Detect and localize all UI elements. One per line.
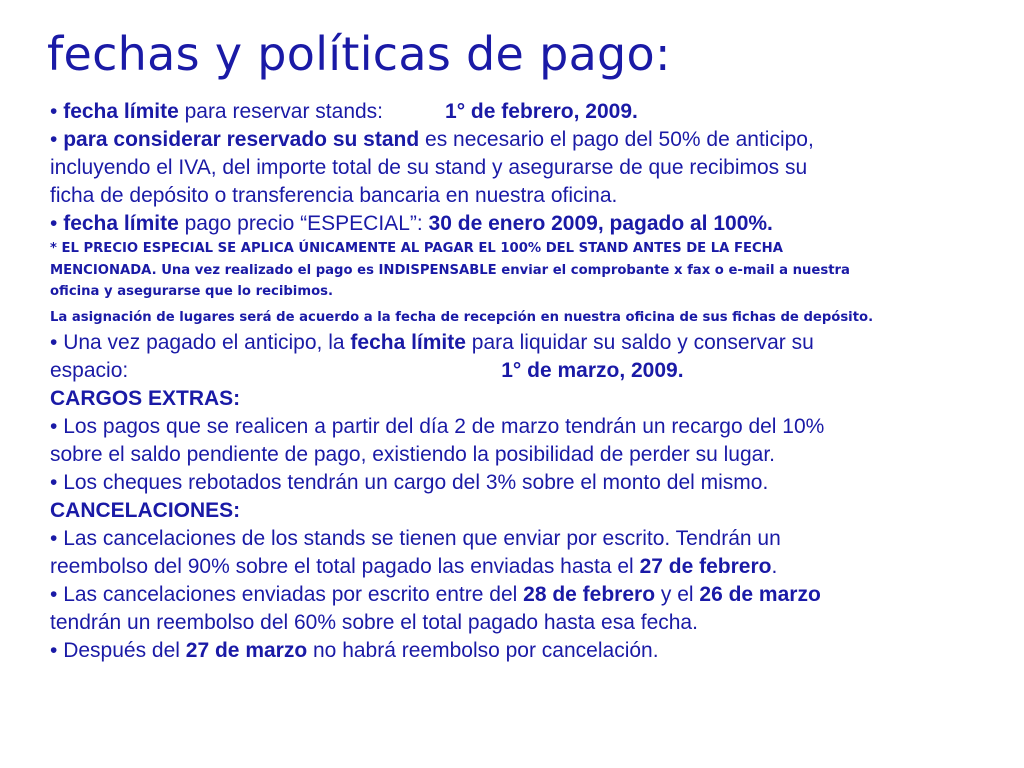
- bullet: •: [50, 100, 58, 123]
- cancellation-text-1: Las cancelaciones de los stands se tienen que enviar por escrito. Tendrán un: [57, 526, 781, 550]
- reservation-text: para reservar stands:: [178, 100, 384, 123]
- cancellation-date-1: 27 de febrero: [639, 554, 772, 578]
- balance-text-2: para liquidar su saldo y conservar su: [465, 330, 814, 354]
- special-price-date: 30 de enero 2009, pagado al 100%.: [428, 212, 773, 235]
- bullet: •: [50, 330, 58, 354]
- cancellation-text-2: Las cancelaciones enviadas por escrito entre del: [57, 582, 524, 606]
- cancellation-line-3: [50, 637, 1000, 665]
- bullet: •: [50, 526, 58, 550]
- cancellation-date-4: 27 de marzo: [185, 638, 308, 662]
- bullet: •: [50, 414, 58, 438]
- extra-charges-heading: CARGOS EXTRAS:: [50, 386, 241, 410]
- balance-text-1: Una vez pagado el anticipo, la: [57, 330, 351, 354]
- special-price-text: pago precio “ESPECIAL”:: [178, 212, 429, 235]
- deadline-label: fecha límite: [63, 212, 179, 235]
- reservation-condition-text: es necesario el pago del 50% de anticipo,: [419, 128, 814, 151]
- cancellation-text-3: Después del: [57, 638, 186, 662]
- reservation-condition-line: [50, 126, 1000, 154]
- special-price-line: [50, 210, 1000, 238]
- cancellation-text-1b: reembolso del 90% sobre el total pagado las enviadas hasta el: [50, 554, 640, 578]
- balance-date: 1° de marzo, 2009.: [501, 358, 684, 382]
- surcharge-text: Los pagos que se realicen a partir del día 2 de marzo tendrán un recargo del 10%: [57, 414, 825, 438]
- surcharge-line: [50, 413, 1000, 441]
- warning-line-2: MENCIONADA. Una vez realizado el pago es INDISPENSABLE enviar el comprobante x fax o e-mail a nuestra: [50, 262, 850, 278]
- reservation-condition-line-3: ficha de depósito o transferencia bancaria en nuestra oficina.: [50, 184, 618, 207]
- warning-line-1: * EL PRECIO ESPECIAL SE APLICA ÚNICAMENTE AL PAGAR EL 100% DEL STAND ANTES DE LA FECHA: [50, 241, 783, 256]
- deadline-label: fecha límite: [350, 330, 466, 354]
- reservation-condition-label: para considerar reservado su stand: [63, 128, 420, 151]
- reservation-date: 1° de febrero, 2009.: [445, 100, 638, 123]
- reservation-condition-line-2: incluyendo el IVA, del importe total de su stand y asegurarse de que recibimos su: [50, 156, 808, 179]
- cancellation-line-1b: [50, 553, 1000, 581]
- cancellation-line-2b: tendrán un reembolso del 60% sobre el total pagado hasta esa fecha.: [50, 610, 698, 634]
- warning-line-3: oficina y asegurarse que lo recibimos.: [50, 284, 333, 299]
- bullet: •: [50, 582, 58, 606]
- balance-space-label: espacio:: [50, 358, 129, 382]
- balance-deadline-line: [50, 329, 1000, 357]
- bullet: •: [50, 638, 58, 662]
- bullet: •: [50, 128, 58, 151]
- cancellation-line-1: [50, 525, 1000, 553]
- bullet: •: [50, 212, 58, 235]
- cancellation-line-2: [50, 581, 1000, 609]
- cancellation-text-3b: no habrá reembolso por cancelación.: [307, 638, 659, 662]
- slide-title: fechas y políticas de pago:: [47, 27, 671, 81]
- bullet: •: [50, 470, 58, 494]
- reservation-deadline-line: [50, 98, 1000, 126]
- assignment-note: La asignación de lugares será de acuerdo a la fecha de recepción en nuestra oficina de sus fichas de depósito.: [50, 309, 874, 325]
- cancellation-date-2: 28 de febrero: [523, 582, 656, 606]
- slide-body: [50, 98, 1000, 665]
- cancellation-date-3: 26 de marzo: [699, 582, 821, 606]
- bounced-checks-line: [50, 469, 1000, 497]
- cancellations-heading: CANCELACIONES:: [50, 498, 241, 522]
- cancellation-connector: y el: [655, 582, 700, 606]
- deadline-label: fecha límite: [63, 100, 179, 123]
- balance-deadline-line-2: [50, 357, 1000, 385]
- bounced-checks-text: Los cheques rebotados tendrán un cargo del 3% sobre el monto del mismo.: [57, 470, 769, 494]
- surcharge-line-2: sobre el saldo pendiente de pago, existiendo la posibilidad de perder su lugar.: [50, 442, 776, 466]
- period: .: [771, 554, 778, 578]
